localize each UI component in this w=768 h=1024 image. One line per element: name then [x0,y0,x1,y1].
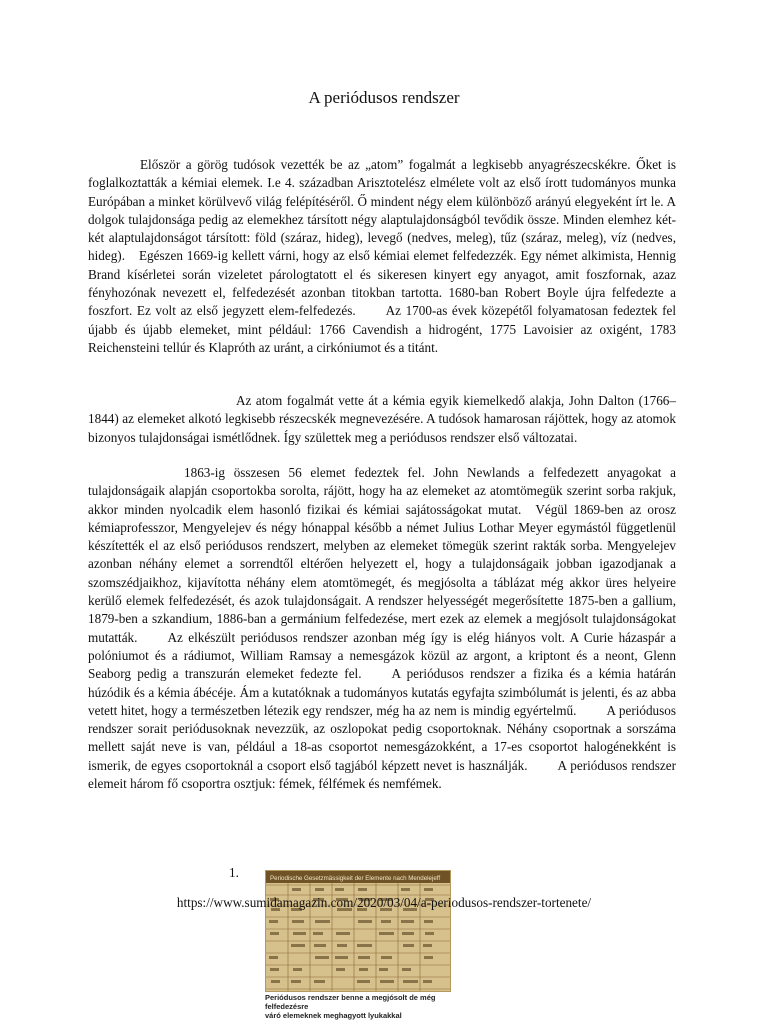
periodic-table-image [265,870,451,992]
table-cell-mark [292,888,301,891]
table-cell-mark [425,932,434,935]
reference-link[interactable]: https://www.sumidamagazin.com/2020/03/04/a-periodusos-rendszer-tortenete/ [176,895,592,910]
table-cell-mark [379,932,394,935]
table-cell-mark [293,932,306,935]
paragraph-sentence: Az 1700-as évek közepétől folyamatosan fedeztek fel újabb és újabb elemeket, mint például: 1766 Cavendish a hidrogént, 1775 Lavoisier az oxigént, 1783 Reichensteini tellúr és Klapróth az uránt, a cirkóniumot és a titánt. [88,303,676,355]
table-cell-mark [269,920,278,923]
table-cell-mark [359,968,368,971]
table-cell-mark [291,944,305,947]
table-cell-mark [313,932,323,935]
table-cell-mark [335,888,344,891]
table-cell-mark [423,980,432,983]
table-cell-mark [271,980,280,983]
table-cell-mark [358,888,367,891]
table-cell-mark [379,968,388,971]
table-cell-mark [357,980,370,983]
table-cell-mark [403,980,418,983]
reference-number: 1. [229,865,239,880]
table-cell-mark [381,920,391,923]
table-cell-mark [293,968,302,971]
table-cell-mark [270,968,279,971]
figure-caption [265,993,455,1020]
table-cell-mark [358,920,372,923]
periodic-table-drawing [266,871,450,991]
periodic-table-header: Periodische Gesetzmässigkeit der Elemente nach Mendelejeff [270,875,441,882]
table-cell-mark [401,888,410,891]
table-cell-mark [292,920,304,923]
table-cell-mark [380,980,394,983]
table-cell-mark [315,888,324,891]
table-cell-mark [315,956,329,959]
table-cell-mark [336,968,345,971]
paragraph-sentence: Egészen 1669-ig kellett várni, hogy az első kémiai elemet felfedezzék. Egy német alkimista, Hennig Brand kísérletei során vizeletet párologtatott el és sikeresen kinyert egy anyagot, amit foszfornak, azaz fényhozónak nevezett el, felfedezését azonban titokban tartotta. 1680-ban Robert Boyle újra felfedezte a foszfort. Ez volt az első jegyzett elem-felfedezés. [88,248,676,319]
paragraph-periodic-table-history [88,464,676,793]
table-cell-mark [403,944,414,947]
table-cell-mark [402,932,414,935]
paragraph-sentence: Az elkészült periódusos rendszer azonban még így is elég hiányos volt. A Curie házaspár a polóniumot és a rádiumot, William Ramsay a nemesgázok közül az argont, a kriptont és a neont, Glenn Seaborg pedig a transzurán elemeket fedezte fel. [88,629,676,682]
table-cell-mark [291,980,301,983]
paragraph-sentence: A periódusos rendszer a fizika és a kémia határán húzódik és a kémia ábécéje. Ám a kutatóknak a tudományos kutatás egyfajta szimbólumát is jelenti, és az abba vetett hitet, hogy a természetben létezik egy rendszer, még ha az nem is mindig egyértelmű. [88,666,676,718]
paragraph-sentence: A periódusos rendszer sorait periódusoknak nevezzük, az oszlopokat pedig csoportoknak. Néhány csoportnak a sorszáma mellett saját neve is van, például a 18-as csoportot nemesgázokként, a 17-es csoportot halogénekként is ismerik, de egyes csoportoknál a csoport első tagjából képzett nevet is használják. [88,702,677,773]
paragraph-sentence: Végül 1869-ben az orosz kémiaprofesszor, Mengyelejev és négy hónappal később a német Julius Lothar Meyer egymástól függetlenül készítették el az első periódusos rendszert, melyben az elemeket tömegük szerint rakták sorba. Mengyelejev azonban néhány elemet a sorrendtől eltérően helyezett el, hogy a tulajdonságaik jobban igazodjanak a szomszédjaikhoz, kijavította néhány elem atomtömegét, és megjósolta a táblázat még akkor üres helyeire kerülő elemek felfedezését, és azok tulajdonságait. A rendszer helyességét megerősítette 1875-ben a gallium, 1879-ben a szkandium, 1886-ban a germánium felfedezése, mert ezek az elemek a megjósolt tulajdonságokat mutatták. [88,501,676,645]
table-cell-mark [314,944,326,947]
paragraph-sentence: Először a görög tudósok vezették be az „atom” fogalmát a legkisebb anyagrészecskékre. Őket is foglalkoztatták a kémiai elemek. I.e 4. században Arisztotelész elmélete volt az első írott tudományos munka Európában a minket körülvevő világ felépítéséről. Ő mindent négy elem különböző arányú elegyeként írt le. A dolgok tulajdonsága pedig az elemekhez társított négy alaptulajdonságból tevődik össze. Minden elemhez két-két alaptulajdonságot társított: föld (száraz, hideg), levegő (nedves, meleg), tűz (száraz, meleg), víz (nedves, hideg). [88,157,676,264]
paragraph-dalton [88,392,676,447]
table-cell-mark [424,956,433,959]
caption-line: Periódusos rendszer benne a megjósolt de még felfedezésre [265,993,436,1011]
table-cell-mark [270,932,279,935]
reference-url [0,894,768,912]
table-cell-mark [336,932,350,935]
table-cell-mark [424,920,433,923]
table-cell-mark [424,888,433,891]
paragraph-greek-history [88,156,676,357]
table-cell-mark [381,956,392,959]
caption-line: váró elemeknek meghagyott lyukakkal [265,1011,402,1020]
table-cell-mark [358,956,370,959]
table-cell-mark [423,944,432,947]
table-cell-mark [314,980,325,983]
table-cell-mark [337,944,347,947]
table-cell-mark [269,956,278,959]
table-cell-mark [401,920,414,923]
document-title: A periódusos rendszer [308,88,460,107]
table-cell-mark [335,956,348,959]
paragraph-sentence: Az atom fogalmát vette át a kémia egyik kiemelkedő alakja, John Dalton (1766–1844) az elemeket alkotó legkisebb részecskék megnevezésére. A tudósok hamarosan rájöttek, hogy az atomok bizonyos tulajdonságai ismétlődnek. Így születtek meg a periódusos rendszer első változatai. [88,393,676,445]
table-cell-mark [315,920,330,923]
paragraph-sentence: 1863-ig összesen 56 elemet fedeztek fel. John Newlands a felfedezett anyagokat a tulajdonságaik alapján csoportokba sorolta, rájött, hogy ha az elemeket az atomtömegük szerint sorba rakjuk, akkor minden nyolcadik elem hasonló fizikai és kémiai sajátosságokat mutat. [88,465,676,517]
table-cell-mark [402,968,411,971]
table-cell-mark [357,944,372,947]
paragraph-sentence: A periódusos rendszer elemeit három fő csoportra osztjuk: fémek, félfémek és nemfémek. [88,757,676,792]
